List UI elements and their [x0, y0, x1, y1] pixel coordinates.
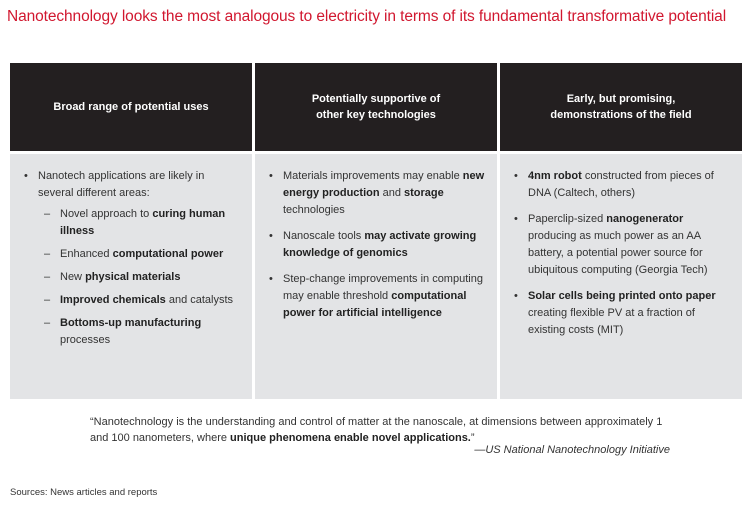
page-title: Nanotechnology looks the most analogous to electricity in terms of its fundamental transformative potential	[7, 8, 727, 25]
bullet-item	[24, 168, 242, 349]
sub-item	[44, 246, 242, 263]
bullet-item	[514, 168, 732, 202]
text-run: “Nanotechnology is the understanding and control of matter at the nanoscale, at dimensions between approximately 1 and 100 nanometers, where	[90, 416, 663, 444]
column-header	[500, 63, 742, 151]
bullet-text	[528, 288, 732, 339]
bold-text: 4nm robot	[528, 170, 582, 182]
text-run: Novel approach to	[60, 208, 153, 220]
bold-text: nanogenerator	[606, 213, 684, 225]
text-run: technologies	[283, 204, 345, 216]
bullet-text	[528, 168, 732, 202]
bullet-item	[269, 271, 487, 322]
bold-text: Bottoms-up manufacturing	[60, 317, 202, 329]
dash-icon: –	[44, 317, 51, 329]
bullet-item	[269, 228, 487, 262]
text-run: Paperclip-sized	[528, 213, 607, 225]
column-header	[10, 63, 252, 151]
column-header	[255, 63, 497, 151]
sub-item	[44, 292, 242, 309]
dash-icon: –	[44, 248, 51, 260]
text-run: and catalysts	[165, 294, 234, 306]
bullet-icon: •	[269, 273, 273, 285]
bold-text: storage	[404, 187, 444, 199]
bullet-text	[38, 168, 242, 349]
bullet-text	[283, 228, 487, 262]
column-3	[500, 63, 742, 399]
bold-text: new energy production	[283, 170, 485, 199]
definition-quote	[90, 414, 680, 446]
bold-text: Improved chemicals	[60, 294, 166, 306]
bold-text: curing human illness	[60, 208, 226, 237]
sub-list	[38, 206, 242, 349]
sub-item-text	[60, 269, 180, 286]
text-run: producing as much power as an AA battery, a potential power source for ubiquitous computing (Georgia Tech)	[528, 230, 708, 276]
bullet-text	[283, 271, 487, 322]
bold-text: computational power	[112, 248, 224, 260]
text-run: Nanoscale tools	[283, 230, 365, 242]
bold-text: Solar cells being printed onto paper	[528, 290, 716, 302]
bullet-item	[269, 168, 487, 219]
text-run: New	[60, 271, 86, 283]
text-run: ”	[470, 432, 475, 444]
sub-item-text	[60, 246, 223, 263]
bullet-text	[528, 211, 732, 279]
bullet-icon: •	[514, 170, 518, 182]
column-1	[10, 63, 252, 399]
bold-text: computational power for artificial intelligence	[283, 290, 467, 319]
bullet-icon: •	[269, 170, 273, 182]
sub-item-text	[60, 292, 233, 309]
sub-item-text	[60, 315, 242, 349]
text-run: Nanotech applications are likely in several different areas:	[38, 170, 205, 199]
column-body	[10, 154, 252, 399]
sub-item	[44, 315, 242, 349]
text-run: constructed from pieces of DNA (Caltech, others)	[528, 170, 714, 199]
sources-note: Sources: News articles and reports	[10, 487, 158, 498]
dash-icon: –	[44, 294, 51, 306]
bold-text: physical materials	[85, 271, 181, 283]
bullet-icon: •	[514, 213, 518, 225]
bullet-icon: •	[269, 230, 273, 242]
text-run: Materials improvements may enable	[283, 170, 463, 182]
text-run: processes	[60, 334, 111, 346]
column-body	[500, 154, 742, 399]
bullet-icon: •	[24, 170, 28, 182]
sub-item-text	[60, 206, 242, 240]
sub-item	[44, 206, 242, 240]
bold-text: unique phenomena enable novel applications.	[230, 432, 471, 444]
column-header-text: Broad range of potential uses	[53, 101, 209, 113]
column-2	[255, 63, 497, 399]
bullet-icon: •	[514, 290, 518, 302]
bullet-item	[514, 211, 732, 279]
sub-item	[44, 269, 242, 286]
text-run: and	[379, 187, 405, 199]
bullet-item	[514, 288, 732, 339]
column-header-text: Early, but promising, demonstrations of the field	[550, 93, 692, 121]
column-body	[255, 154, 497, 399]
bullet-text	[283, 168, 487, 219]
dash-icon: –	[44, 271, 51, 283]
quote-attribution: —US National Nanotechnology Initiative	[474, 444, 670, 456]
text-run: creating flexible PV at a fraction of existing costs (MIT)	[528, 307, 695, 336]
column-header-text: Potentially supportive of other key technologies	[311, 93, 441, 121]
text-run: Enhanced	[60, 248, 113, 260]
dash-icon: –	[44, 208, 51, 220]
comparison-table	[10, 63, 742, 399]
bold-text: may activate growing knowledge of genomics	[283, 230, 477, 259]
text-run: Step-change improvements in computing may enable threshold	[283, 273, 483, 302]
